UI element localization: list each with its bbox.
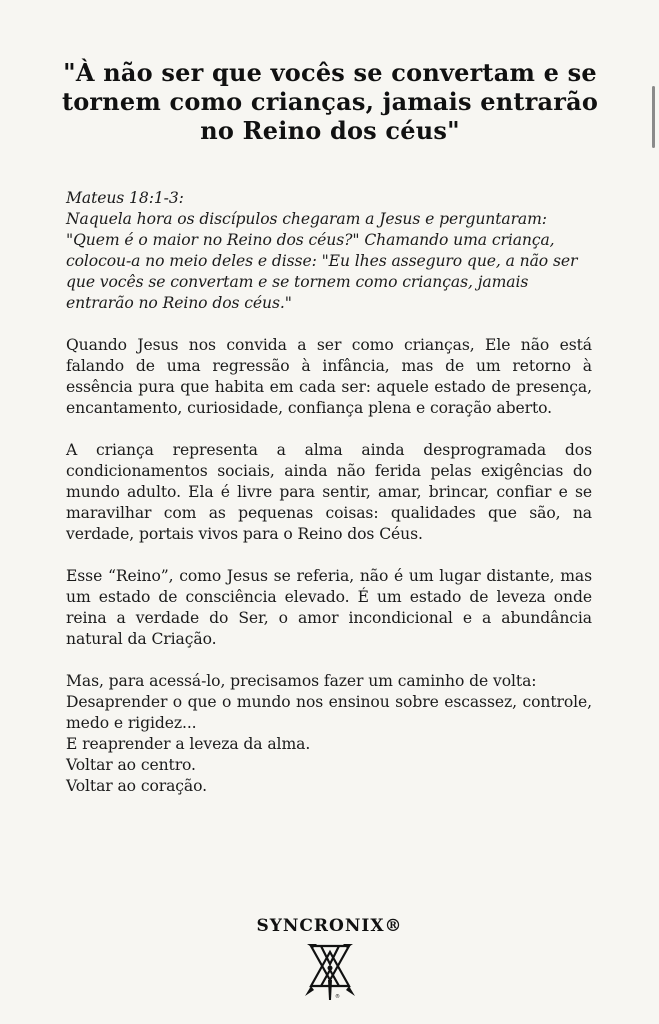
page-title: "À não ser que vocês se convertam e se tornem como crianças, jamais entrarão no Reino dos céus"	[61, 58, 599, 145]
quote-text: Naquela hora os discípulos chegaram a Jesus e perguntaram: "Quem é o maior no Reino dos céus?" Chamando uma criança, colocou-a no meio deles e disse: "Eu lhes asseguro que, a não ser que vocês se convertam e se tornem como crianças, jamais entrarão no Reino dos céus."	[66, 210, 578, 312]
closing-line-2: E reaprender a leveza da alma.	[66, 735, 311, 753]
closing-line-4: Voltar ao coração.	[66, 777, 207, 795]
bible-quote	[66, 188, 592, 314]
closing-block	[66, 671, 592, 797]
closing-line-3: Voltar ao centro.	[66, 756, 196, 774]
closing-intro: Mas, para acessá-lo, precisamos fazer um caminho de volta:	[66, 672, 537, 690]
paragraph-1: Quando Jesus nos convida a ser como crianças, Ele não está falando de uma regressão à infância, mas de um retorno à essência pura que habita em cada ser: aquele estado de presença, encantamento, curiosidade, confiança plena e coração aberto.	[66, 336, 592, 417]
closing-line-1: Desaprender o que o mundo nos ensinou sobre escassez, controle, medo e rigidez...	[66, 693, 592, 732]
quote-reference: Mateus 18:1-3:	[66, 189, 184, 207]
article-body	[66, 188, 592, 818]
syncronix-emblem-icon	[305, 940, 355, 1002]
brand-name: SYNCRONIX®	[256, 916, 403, 936]
svg-text:®: ®	[335, 994, 340, 1000]
paragraph-3: Esse “Reino”, como Jesus se referia, não é um lugar distante, mas um estado de consciência elevado. É um estado de leveza onde reina a verdade do Ser, o amor incondicional e a abundância natural da Criação.	[66, 567, 592, 648]
paragraph-2: A criança representa a alma ainda desprogramada dos condicionamentos sociais, ainda não ferida pelas exigências do mundo adulto. Ela é livre para sentir, amar, brincar, confiar e se maravilhar com as pequenas coisas: qualidades que são, na verdade, portais vivos para o Reino dos Céus.	[66, 441, 592, 543]
scrollbar[interactable]	[652, 86, 655, 148]
